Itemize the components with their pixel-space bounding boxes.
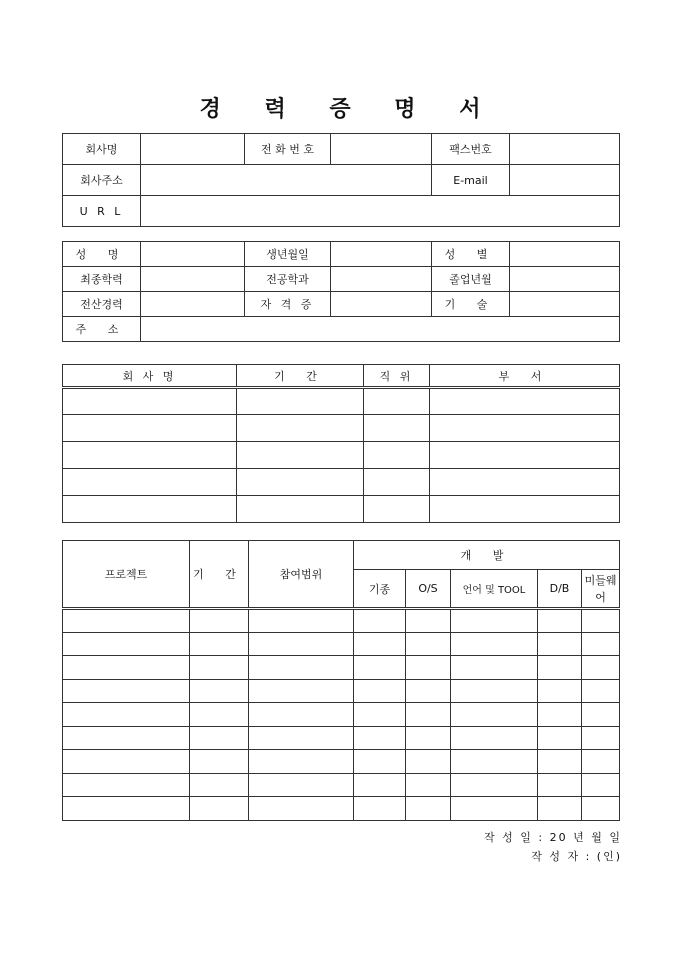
table-row <box>63 442 620 469</box>
project-cell[interactable] <box>354 609 406 633</box>
project-header-name: 프로젝트 <box>63 541 190 609</box>
major-label: 전공학과 <box>245 267 331 292</box>
gender-label: 성 별 <box>432 242 510 267</box>
skill-label: 기 술 <box>432 292 510 317</box>
table-row <box>63 496 620 523</box>
table-row <box>63 656 620 680</box>
birth-date-label: 생년월일 <box>245 242 331 267</box>
written-date-line: 작 성 일 : 20 년 월 일 <box>484 831 622 844</box>
project-header-middleware: 미들웨어 <box>582 570 620 609</box>
project-cell[interactable] <box>451 609 538 633</box>
table-row <box>63 469 620 496</box>
project-cell[interactable] <box>582 632 620 656</box>
graduation-label: 졸업년월 <box>432 267 510 292</box>
gender-field[interactable] <box>510 242 620 267</box>
project-cell[interactable] <box>190 703 249 727</box>
project-cell[interactable] <box>190 656 249 680</box>
project-cell[interactable] <box>406 773 451 797</box>
career-header-period: 기 간 <box>237 365 364 388</box>
project-header-dev: 개 발 <box>354 541 620 570</box>
career-cell[interactable] <box>364 442 430 469</box>
project-cell[interactable] <box>249 656 354 680</box>
project-cell[interactable] <box>538 679 582 703</box>
project-cell[interactable] <box>249 726 354 750</box>
company-address-field[interactable] <box>141 165 432 196</box>
career-cell[interactable] <box>430 415 620 442</box>
project-header-os: O/S <box>406 570 451 609</box>
author-line: 작 성 자 : (인) <box>531 850 622 863</box>
project-cell[interactable] <box>582 656 620 680</box>
career-header-company: 회 사 명 <box>63 365 237 388</box>
project-cell[interactable] <box>406 632 451 656</box>
it-career-field[interactable] <box>141 292 245 317</box>
career-cell[interactable] <box>63 415 237 442</box>
project-cell[interactable] <box>354 773 406 797</box>
project-cell[interactable] <box>538 726 582 750</box>
project-cell[interactable] <box>63 773 190 797</box>
project-cell[interactable] <box>582 726 620 750</box>
project-cell[interactable] <box>451 726 538 750</box>
project-cell[interactable] <box>451 656 538 680</box>
project-cell[interactable] <box>406 703 451 727</box>
company-email-label: E-mail <box>432 165 510 196</box>
project-header-period: 기 간 <box>190 541 249 609</box>
career-cell[interactable] <box>237 496 364 523</box>
company-fax-label: 팩스번호 <box>432 134 510 165</box>
table-row <box>63 632 620 656</box>
career-header-department: 부 서 <box>430 365 620 388</box>
project-cell[interactable] <box>354 632 406 656</box>
project-cell[interactable] <box>582 797 620 821</box>
project-cell[interactable] <box>451 797 538 821</box>
education-field[interactable] <box>141 267 245 292</box>
company-name-field[interactable] <box>141 134 245 165</box>
license-field[interactable] <box>331 292 432 317</box>
project-cell[interactable] <box>249 750 354 774</box>
project-cell[interactable] <box>582 703 620 727</box>
career-cell[interactable] <box>364 469 430 496</box>
table-row <box>63 773 620 797</box>
table-row <box>63 679 620 703</box>
project-cell[interactable] <box>451 632 538 656</box>
project-cell[interactable] <box>354 726 406 750</box>
career-cell[interactable] <box>364 496 430 523</box>
project-cell[interactable] <box>354 750 406 774</box>
career-cell[interactable] <box>237 415 364 442</box>
graduation-field[interactable] <box>510 267 620 292</box>
company-name-label: 회사명 <box>63 134 141 165</box>
project-cell[interactable] <box>190 750 249 774</box>
project-cell[interactable] <box>538 632 582 656</box>
company-phone-field[interactable] <box>331 134 432 165</box>
project-cell[interactable] <box>190 609 249 633</box>
project-cell[interactable] <box>406 750 451 774</box>
project-cell[interactable] <box>63 609 190 633</box>
table-row <box>63 609 620 633</box>
project-cell[interactable] <box>451 679 538 703</box>
project-cell[interactable] <box>190 797 249 821</box>
project-cell[interactable] <box>190 773 249 797</box>
career-cell[interactable] <box>63 442 237 469</box>
person-name-field[interactable] <box>141 242 245 267</box>
project-cell[interactable] <box>406 609 451 633</box>
document-title: 경 력 증 명 서 <box>199 97 499 122</box>
project-cell[interactable] <box>249 703 354 727</box>
project-header-db: D/B <box>538 570 582 609</box>
career-header-position: 직 위 <box>364 365 430 388</box>
project-cell[interactable] <box>190 632 249 656</box>
project-cell[interactable] <box>582 750 620 774</box>
project-cell[interactable] <box>538 750 582 774</box>
table-row <box>63 726 620 750</box>
project-cell[interactable] <box>249 797 354 821</box>
project-history-table <box>62 540 620 821</box>
project-cell[interactable] <box>451 750 538 774</box>
career-cell[interactable] <box>430 442 620 469</box>
project-header-scope: 참여범위 <box>249 541 354 609</box>
project-cell[interactable] <box>63 656 190 680</box>
career-cell[interactable] <box>430 496 620 523</box>
company-phone-label: 전 화 번 호 <box>245 134 331 165</box>
project-cell[interactable] <box>538 656 582 680</box>
project-cell[interactable] <box>63 703 190 727</box>
project-cell[interactable] <box>249 632 354 656</box>
project-cell[interactable] <box>63 750 190 774</box>
skill-field[interactable] <box>510 292 620 317</box>
career-history-table <box>62 364 620 523</box>
personal-info-table <box>62 241 620 342</box>
project-cell[interactable] <box>582 679 620 703</box>
career-cell[interactable] <box>63 469 237 496</box>
project-cell[interactable] <box>63 797 190 821</box>
company-info-table <box>62 133 620 227</box>
table-row <box>63 388 620 415</box>
project-cell[interactable] <box>354 656 406 680</box>
career-cell[interactable] <box>237 469 364 496</box>
career-cell[interactable] <box>63 496 237 523</box>
table-row <box>63 750 620 774</box>
project-cell[interactable] <box>538 609 582 633</box>
company-url-field[interactable] <box>141 196 620 227</box>
career-cell[interactable] <box>364 415 430 442</box>
project-cell[interactable] <box>354 703 406 727</box>
project-cell[interactable] <box>451 773 538 797</box>
project-cell[interactable] <box>406 679 451 703</box>
person-address-field[interactable] <box>141 317 620 342</box>
project-cell[interactable] <box>190 726 249 750</box>
project-cell[interactable] <box>63 679 190 703</box>
license-label: 자 격 증 <box>245 292 331 317</box>
company-fax-field[interactable] <box>510 134 620 165</box>
career-cell[interactable] <box>237 442 364 469</box>
project-cell[interactable] <box>249 679 354 703</box>
career-cell[interactable] <box>364 388 430 415</box>
it-career-label: 전산경력 <box>63 292 141 317</box>
company-address-label: 회사주소 <box>63 165 141 196</box>
career-cell[interactable] <box>430 388 620 415</box>
project-cell[interactable] <box>538 773 582 797</box>
project-cell[interactable] <box>406 797 451 821</box>
company-url-label: U R L <box>63 196 141 227</box>
project-cell[interactable] <box>63 726 190 750</box>
career-cell[interactable] <box>237 388 364 415</box>
project-cell[interactable] <box>582 609 620 633</box>
project-cell[interactable] <box>249 773 354 797</box>
project-cell[interactable] <box>354 679 406 703</box>
education-label: 최종학력 <box>63 267 141 292</box>
birth-date-field[interactable] <box>331 242 432 267</box>
project-cell[interactable] <box>582 773 620 797</box>
company-email-field[interactable] <box>510 165 620 196</box>
project-cell[interactable] <box>63 632 190 656</box>
project-header-model: 기종 <box>354 570 406 609</box>
project-cell[interactable] <box>538 797 582 821</box>
project-cell[interactable] <box>406 656 451 680</box>
career-cell[interactable] <box>63 388 237 415</box>
project-cell[interactable] <box>406 726 451 750</box>
table-row <box>63 703 620 727</box>
project-cell[interactable] <box>354 797 406 821</box>
career-cell[interactable] <box>430 469 620 496</box>
table-row <box>63 797 620 821</box>
project-cell[interactable] <box>451 703 538 727</box>
project-cell[interactable] <box>249 609 354 633</box>
project-cell[interactable] <box>190 679 249 703</box>
project-header-language: 언어 및 TOOL <box>451 570 538 609</box>
table-row <box>63 415 620 442</box>
person-name-label: 성 명 <box>63 242 141 267</box>
major-field[interactable] <box>331 267 432 292</box>
project-cell[interactable] <box>538 703 582 727</box>
person-address-label: 주 소 <box>63 317 141 342</box>
